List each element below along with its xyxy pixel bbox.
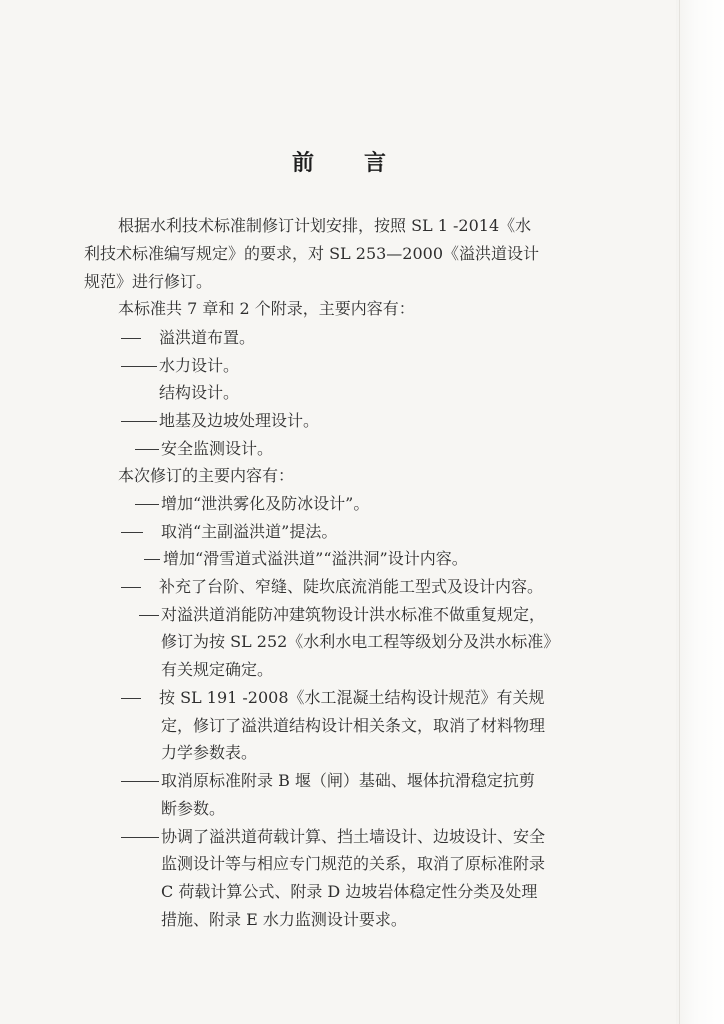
dash-mark [121, 837, 159, 838]
list-item: 地基及边坡处理设计。 [159, 411, 320, 430]
list-item-continued: C 荷载计算公式、附录 D 边坡岩体稳定性分类及处理 [161, 882, 538, 901]
list-item: 对溢洪道消能防冲建筑物设计洪水标准不做重复规定， [161, 605, 546, 624]
page-edge-line [679, 0, 680, 1024]
dash-mark [121, 587, 141, 588]
list-item: 安全监测设计。 [161, 439, 274, 458]
dash-mark [135, 504, 159, 505]
list-item: 取消原标准附录 B 堰（闸）基础、堰体抗滑稳定抗剪 [161, 771, 535, 790]
page-title [292, 146, 392, 176]
list-item-continued: 措施、附录 E 水力监测设计要求。 [161, 910, 407, 929]
paragraph-line: 利技术标准编写规定》的要求，对 SL 253—2000《溢洪道设计 [84, 244, 540, 263]
dash-mark [121, 698, 141, 699]
dash-mark [135, 449, 159, 450]
list-item: 水力设计。 [159, 356, 240, 375]
title-char-1: 前 [292, 150, 315, 176]
list-item: 增加“泄洪雾化及防冰设计”。 [161, 494, 370, 513]
dash-mark [139, 615, 159, 616]
list-item: 协调了溢洪道荷载计算、挡土墙设计、边坡设计、安全 [161, 827, 546, 846]
paragraph-line: 本标准共 7 章和 2 个附录，主要内容有： [118, 299, 415, 318]
paragraph-line: 本次修订的主要内容有： [118, 466, 295, 485]
list-item-continued: 定，修订了溢洪道结构设计相关条文，取消了材料物理 [161, 716, 546, 735]
list-item-continued: 修订为按 SL 252《水利水电工程等级划分及洪水标准》 [161, 632, 560, 651]
page-edge [676, 0, 724, 1024]
dash-mark [121, 338, 141, 339]
list-item: 按 SL 191 -2008《水工混凝土结构设计规范》有关规 [159, 688, 545, 707]
list-item-continued: 力学参数表。 [161, 743, 258, 762]
dash-mark [121, 421, 157, 422]
paragraph-line: 根据水利技术标准制修订计划安排，按照 SL 1 -2014《水 [118, 216, 532, 235]
paragraph-line: 规范》进行修订。 [84, 272, 213, 291]
list-item: 取消“主副溢洪道”提法。 [161, 522, 338, 541]
list-item: 结构设计。 [159, 383, 240, 402]
dash-mark [121, 532, 143, 533]
list-item: 溢洪道布置。 [159, 328, 256, 347]
title-char-2: 言 [364, 150, 387, 176]
dash-mark [121, 366, 157, 367]
dash-mark [144, 559, 160, 560]
list-item: 增加“滑雪道式溢洪道”“溢洪洞”设计内容。 [163, 549, 468, 568]
list-item-continued: 监测设计等与相应专门规范的关系，取消了原标准附录 [161, 854, 546, 873]
list-item-continued: 有关规定确定。 [161, 660, 274, 679]
list-item-continued: 断参数。 [161, 799, 226, 818]
dash-mark [121, 781, 159, 782]
list-item: 补充了台阶、窄缝、陡坎底流消能工型式及设计内容。 [159, 577, 544, 596]
